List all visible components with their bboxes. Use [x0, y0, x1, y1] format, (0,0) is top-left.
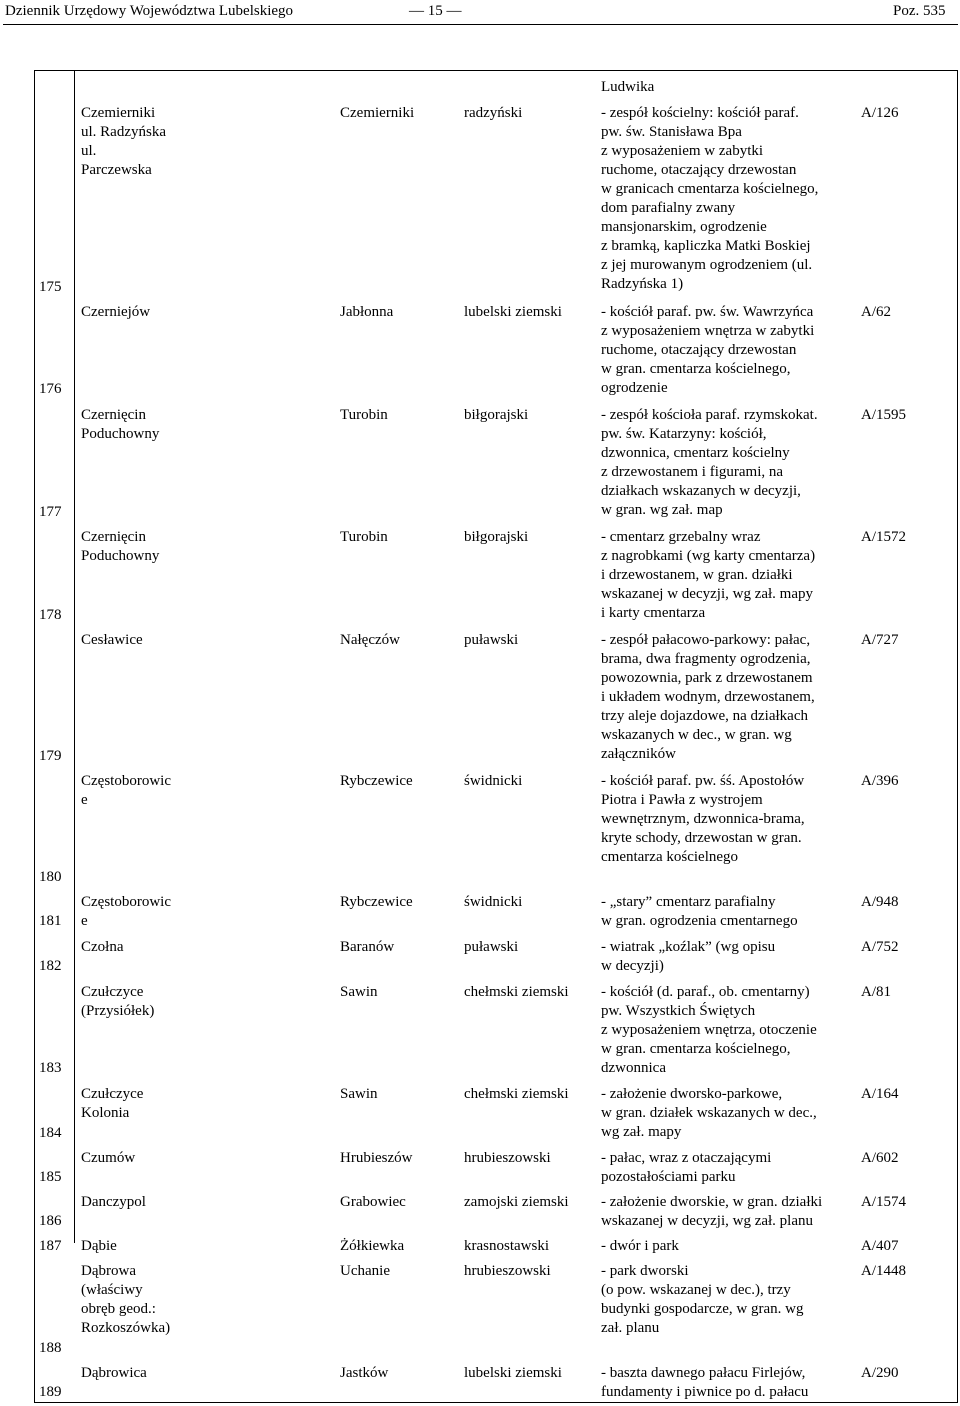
object-cell: - park dworski (o pow. wskazanej w dec.), trzy budynki gospodarcze, w gran. wg zał. planu [601, 1263, 804, 1336]
row-number: 184 [39, 1125, 62, 1141]
district-cell: świdnicki [464, 894, 523, 910]
locality-cell: Dąbrowa (właściwy obręb geod.: Rozkoszówka) [81, 1263, 171, 1336]
district-cell: chełmski ziemski [464, 1086, 569, 1102]
row-number: 186 [39, 1213, 62, 1229]
register-number-cell: A/81 [861, 984, 891, 1000]
continuation-text: Ludwika [601, 79, 655, 95]
row-number: 187 [39, 1238, 62, 1254]
object-cell: - zespół kościelny: kościół paraf. pw. św. Stanisława Bpa z wyposażeniem w zabytki ruchome, otaczający drzewostan w granicach cmentarza kościelnego, dom parafialny zwany mansjonarskim, ogrodzenie z bramką, kapliczka Matki Boskiej z jej murowanym ogrodzeniem (ul. Radzyńska 1) [601, 105, 819, 292]
register-number-cell: A/948 [861, 894, 899, 910]
commune-cell: Nałęczów [340, 632, 400, 648]
row-number: 181 [39, 913, 62, 929]
locality-cell: Częstoborowic e [81, 894, 171, 929]
commune-cell: Rybczewice [340, 773, 413, 789]
commune-cell: Sawin [340, 984, 378, 1000]
register-number-cell: A/752 [861, 939, 899, 955]
commune-cell: Żółkiewka [340, 1238, 405, 1254]
object-cell: - „stary” cmentarz parafialny w gran. ogrodzenia cmentarnego [601, 894, 798, 929]
row-number: 176 [39, 381, 62, 397]
locality-cell: Danczypol [81, 1194, 146, 1210]
register-number-cell: A/602 [861, 1150, 899, 1166]
locality-cell: Cesławice [81, 632, 143, 648]
column-divider [74, 70, 75, 1243]
commune-cell: Grabowiec [340, 1194, 406, 1210]
locality-cell: Czemierniki ul. Radzyńska ul. Parczewska [81, 105, 166, 178]
row-number: 179 [39, 748, 62, 764]
object-cell: - założenie dworsko-parkowe, w gran. działek wskazanych w dec., wg zał. mapy [601, 1086, 817, 1140]
district-cell: świdnicki [464, 773, 523, 789]
district-cell: lubelski ziemski [464, 1365, 562, 1381]
district-cell: krasnostawski [464, 1238, 549, 1254]
district-cell: biłgorajski [464, 529, 529, 545]
object-cell: - baszta dawnego pałacu Firlejów, fundamenty i piwnice po d. pałacu [601, 1365, 809, 1400]
district-cell: biłgorajski [464, 407, 529, 423]
commune-cell: Jastków [340, 1365, 389, 1381]
object-cell: - kościół (d. paraf., ob. cmentarny) pw. Wszystkich Świętych z wyposażeniem wnętrza, otoczenie w gran. cmentarza kościelnego, dzwonnica [601, 984, 817, 1076]
register-number-cell: A/727 [861, 632, 899, 648]
district-cell: puławski [464, 632, 519, 648]
header-rule [3, 24, 958, 25]
locality-cell: Czerniejów [81, 304, 151, 320]
register-number-cell: A/407 [861, 1238, 899, 1254]
locality-cell: Dąbrowica [81, 1365, 147, 1381]
register-number-cell: A/1448 [861, 1263, 906, 1279]
page-number: — 15 — [409, 3, 462, 19]
commune-cell: Turobin [340, 407, 388, 423]
register-number-cell: A/126 [861, 105, 899, 121]
register-number-cell: A/1574 [861, 1194, 906, 1210]
row-number: 177 [39, 504, 62, 520]
register-number-cell: A/1572 [861, 529, 906, 545]
district-cell: zamojski ziemski [464, 1194, 569, 1210]
register-number-cell: A/1595 [861, 407, 906, 423]
register-number-cell: A/290 [861, 1365, 899, 1381]
district-cell: puławski [464, 939, 519, 955]
row-number: 183 [39, 1060, 62, 1076]
commune-cell: Czemierniki [340, 105, 415, 121]
commune-cell: Turobin [340, 529, 388, 545]
object-cell: - kościół paraf. pw. św. Wawrzyńca z wyposażeniem wnętrza w zabytki ruchome, otaczający drzewostan w gran. cmentarza kościelnego, ogrodzenie [601, 304, 815, 396]
commune-cell: Sawin [340, 1086, 378, 1102]
register-number-cell: A/396 [861, 773, 899, 789]
register-number-cell: A/62 [861, 304, 891, 320]
journal-title: Dziennik Urzędowy Województwa Lubelskiego [5, 3, 294, 19]
locality-cell: Czułczyce (Przysiółek) [81, 984, 155, 1019]
object-cell: - zespół kościoła paraf. rzymskokat. pw. św. Katarzyny: kościół, dzwonnica, cmentarz kościelny z drzewostanem i figurami, na działkach wskazanych w decyzji, w gran. wg zał. map [601, 407, 818, 518]
row-number: 178 [39, 607, 62, 623]
commune-cell: Uchanie [340, 1263, 390, 1279]
position-number: Poz. 535 [893, 3, 946, 19]
row-number: 188 [39, 1340, 62, 1356]
locality-cell: Czernięcin Poduchowny [81, 407, 160, 442]
row-number: 175 [39, 279, 62, 295]
locality-cell: Częstoborowic e [81, 773, 171, 808]
district-cell: lubelski ziemski [464, 304, 562, 320]
district-cell: radzyński [464, 105, 523, 121]
locality-cell: Czułczyce Kolonia [81, 1086, 144, 1121]
object-cell: - zespół pałacowo-parkowy: pałac, brama, dwa fragmenty ogrodzenia, powozownia, park z drzewostanem i układem wodnym, drzewostanem, trzy aleje dojazdowe, na działkach wskazanych w dec., w gran. wg załączników [601, 632, 815, 762]
object-cell: - założenie dworskie, w gran. działki wskazanej w decyzji, wg zał. planu [601, 1194, 823, 1229]
row-number: 182 [39, 958, 62, 974]
district-cell: hrubieszowski [464, 1150, 551, 1166]
commune-cell: Hrubieszów [340, 1150, 413, 1166]
commune-cell: Jabłonna [340, 304, 394, 320]
register-number-cell: A/164 [861, 1086, 899, 1102]
object-cell: - cmentarz grzebalny wraz z nagrobkami (wg karty cmentarza) i drzewostanem, w gran. działki wskazanej w decyzji, wg zał. mapy i karty cmentarza [601, 529, 816, 621]
locality-cell: Czernięcin Poduchowny [81, 529, 160, 564]
district-cell: chełmski ziemski [464, 984, 569, 1000]
locality-cell: Czumów [81, 1150, 136, 1166]
row-number: 185 [39, 1169, 62, 1185]
locality-cell: Czołna [81, 939, 124, 955]
district-cell: hrubieszowski [464, 1263, 551, 1279]
object-cell: - dwór i park [601, 1238, 679, 1254]
row-number: 180 [39, 869, 62, 885]
object-cell: - kościół paraf. pw. śś. Apostołów Piotra i Pawła z wystrojem wewnętrznym, dzwonnica-brama, kryte schody, drzewostan w gran. cmentarza kościelnego [601, 773, 805, 865]
commune-cell: Rybczewice [340, 894, 413, 910]
row-number: 189 [39, 1384, 62, 1400]
object-cell: - pałac, wraz z otaczającymi pozostałościami parku [601, 1150, 772, 1185]
locality-cell: Dąbie [81, 1238, 117, 1254]
object-cell: - wiatrak „koźlak” (wg opisu w decyzji) [601, 939, 776, 974]
commune-cell: Baranów [340, 939, 395, 955]
